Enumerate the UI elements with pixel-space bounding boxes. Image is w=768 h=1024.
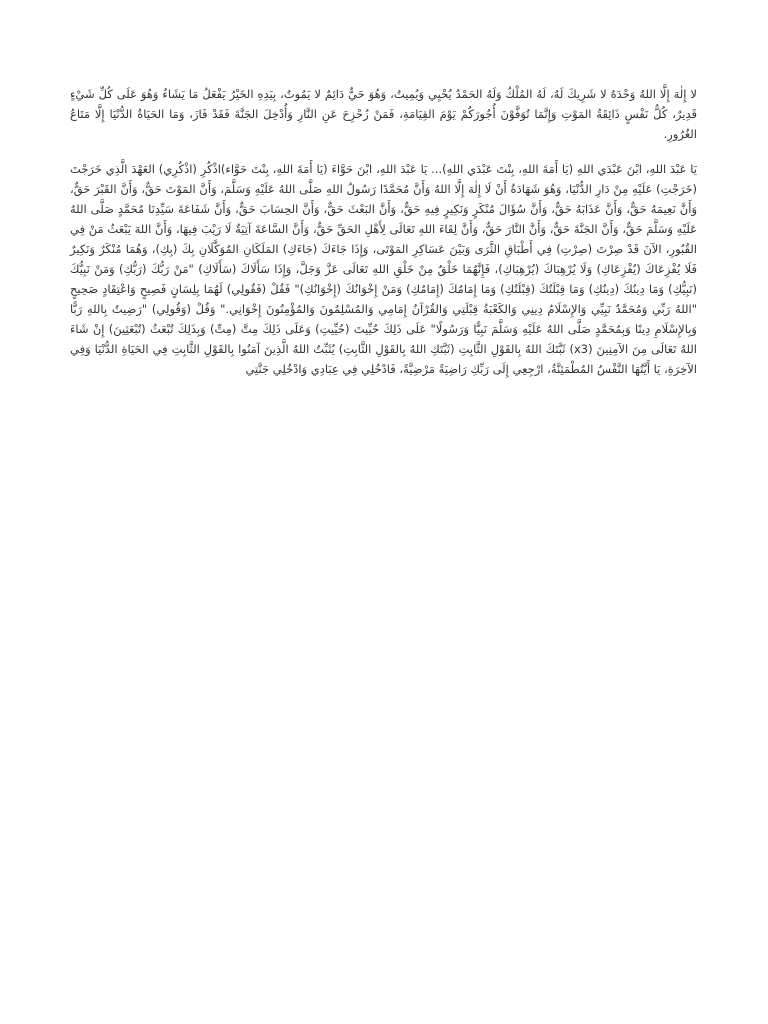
paragraph-opening: لا إِلٰهَ إِلَّا اللهُ وَحْدَهُ لا شَرِيكَ لَهُ، لَهُ المُلْكُ وَلَهُ الحَمْدُ يُحْيِي وَيُمِيتُ، وَهُوَ حَيٌّ دَائِمٌ لا يَمُوتُ، بِيَدِهِ الخَيْرُ يَفْعَلُ مَا يَشَاءُ وَهُوَ عَلَى كُلِّ شَيْءٍ قَدِيرٌ، كُلُّ نَفْسٍ ذَائِقَةُ المَوْتِ وَإِنَّمَا تُوَفَّوْنَ أُجُورَكُمْ يَوْمَ القِيَامَةِ، فَمَنْ زُحْزِحَ عَنِ النَّارِ وَأُدْخِلَ الجَنَّةَ فَقَدْ فَازَ، وَمَا الحَيَاةُ الدُّنْيَا إِلَّا مَتَاعُ الغُرُورِ. — [70, 87, 697, 141]
paragraph-talqin: يَا عَبْدَ اللهِ، ابْنَ عَبْدَي اللهِ (يَا أَمَةَ اللهِ، بِنْتَ عَبْدَي اللهِ)... يَا عَبْدَ اللهِ، ابْنَ حَوَّاءَ (يَا أَمَةَ اللهِ، بِنْتَ حَوَّاء)اذْكُرِ (اذْكُرِي) العَهْدَ الَّذِي خَرَجْتَ (خَرَجْتِ) عَلَيْهِ مِنْ دَارِ الدُّنْيَا، وَهُوَ شَهَادَةُ أَنْ لَا إِلٰهَ إِلَّا اللهُ وَأَنَّ مُحَمَّدًا رَسُولُ اللهِ صَلَّى اللهُ عَلَيْهِ وَسَلَّمَ، وَأَنَّ المَوْتَ حَقٌّ، وَأَنَّ القَبْرَ حَقٌّ، وَأَنَّ نَعِيمَهُ حَقٌّ، وَأَنَّ عَذَابَهُ حَقٌّ، وَأَنَّ سُؤَالَ مُنْكَرٍ وَنَكِيرٍ فِيهِ حَقٌّ، وَأَنَّ البَعْثَ حَقٌّ، وَأَنَّ الحِسَابَ حَقٌّ، وَأَنَّ شَفَاعَةَ سَيِّدِنَا مُحَمَّدٍ صَلَّى اللهُ عَلَيْهِ وَسَلَّمَ حَقٌّ، وَأَنَّ الجَنَّةَ حَقٌّ، وَأَنَّ النَّارَ حَقٌّ، وَأَنَّ لِقَاءَ اللهِ تَعَالَى لِأَهْلِ الحَقِّ حَقٌّ، وَأَنَّ السَّاعَةَ آتِيَةٌ لَا رَيْبَ فِيهَا، وَأَنَّ اللهَ يَبْعَثُ مَنْ فِي القُبُورِ، الآنَ قَدْ صِرْتَ (صِرْتِ) فِي أَطْبَاقِ الثَّرَى وَبَيْنَ عَسَاكِرِ المَوْتَى، وَإِذَا جَاءَكَ (جَاءَكِ) المَلَكَانِ المُوَكَّلَانِ بِكَ (بِكِ)، وَهُمَا مُنْكَرٌ وَنَكِيرٌ فَلَا يُفْزِعَاكَ (يُفْزِعَاكِ) وَلَا يُرْهِبَاكَ (يُرْهِبَاكِ)، فَإِنَّهُمَا خَلْقٌ مِنْ خَلْقِ اللهِ تَعَالَى عَزَّ وَجَلَّ، وَإِذَا سَأَلَاكَ (سَأَلَاكِ) "مَنْ رَبُّكَ (رَبُّكِ) وَمَنْ نَبِيُّكَ (نَبِيُّكِ) وَمَا دِينُكَ (دِينُكِ) وَمَا قِبْلَتُكَ (قِبْلَتُكِ) وَمَا إِمَامُكَ (إِمَامُكِ) وَمَنْ إِخْوَانُكَ (إِخْوَانُكِ)" فَقُلْ (فَقُولِي) لَهُمَا بِلِسَانٍ فَصِيحٍ وَاعْتِقَادٍ صَحِيحٍ "اللهُ رَبِّي وَمُحَمَّدٌ نَبِيِّي وَالإِسْلَامُ دِينِي وَالكَعْبَةُ قِبْلَتِي وَالقُرْآنُ إِمَامِي وَالمُسْلِمُونَ وَالمُؤْمِنُونَ إِخْوَانِي." وَقُلْ (وَقُولِي) "رَضِيتُ بِاللهِ رَبًّا وَبِالإِسْلَامِ دِينًا وَبِمُحَمَّدٍ صَلَّى اللهُ عَلَيْهِ وَسَلَّمَ نَبِيًّا وَرَسُولًا" عَلَى ذَلِكَ حُيِّيتَ (حُيِّيتِ) وَعَلَى ذَلِكَ مِتَّ (مِتِّ) وَبِذَلِكَ تُبْعَثُ (تُبْعَثِينَ) إِنْ شَاءَ اللهُ تَعَالَى مِنَ الآمِنِينَ (x3) ثَبَّتَكَ اللهُ بِالقَوْلِ الثَّابِتِ (ثَبَّتَكِ اللهُ بِالقَوْلِ الثَّابِتِ) يُثَبِّتُ اللهُ الَّذِينَ آمَنُوا بِالقَوْلِ الثَّابِتِ فِي الحَيَاةِ الدُّنْيَا وَفِي الآخِرَةِ، يَا أَيَّتُهَا النَّفْسُ المُطْمَئِنَّةُ، ارْجِعِي إِلَى رَبِّكِ رَاضِيَةً مَرْضِيَّةً، فَادْخُلِي فِي عِبَادِي وَادْخُلِي جَنَّتِي — [70, 162, 697, 376]
document-body — [70, 84, 697, 379]
